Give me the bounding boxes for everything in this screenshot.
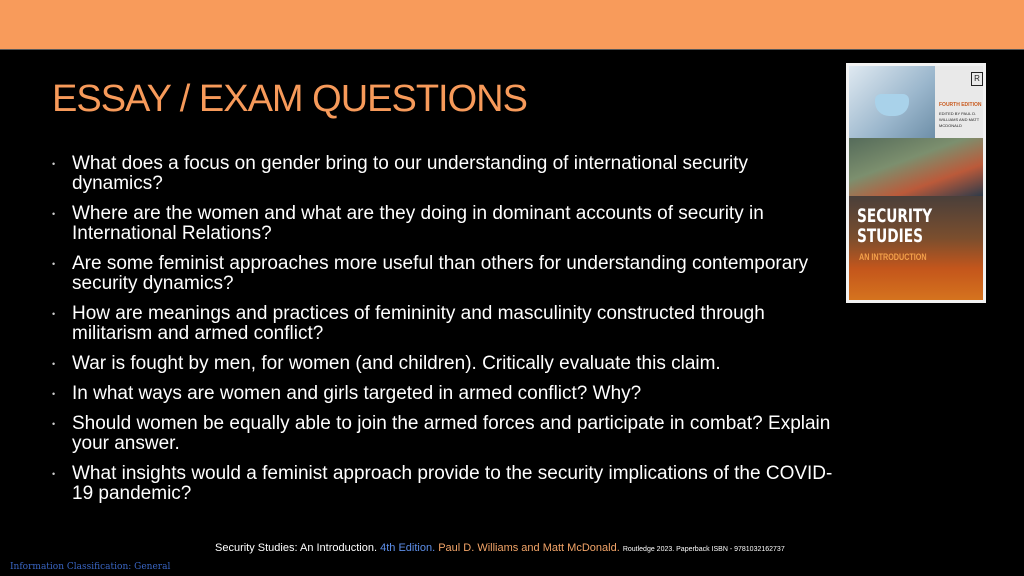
question-list [52,154,952,514]
cover-photo-masked-person [849,66,935,138]
face-mask-shape [875,94,909,116]
cover-title-line: SECURITY [857,205,933,227]
cover-title-line: STUDIES [857,225,923,247]
question-item [52,254,952,294]
question-line: militarism and armed conflict? [72,323,324,344]
question-line: dynamics? [72,173,163,194]
question-line: What does a focus on gender bring to our understanding of international security [72,153,748,174]
question-line: Are some feminist approaches more useful than others for understanding contemporary [72,253,809,274]
question-line: What insights would a feminist approach provide to the security implications of the COVID- [72,463,833,484]
question-item [52,414,952,454]
cover-subtitle: AN INTRODUCTION [859,252,927,262]
bullet-icon: • [52,419,56,429]
classification-label: Information Classification: General [10,562,171,572]
citation-edition: 4th Edition. [380,542,439,554]
bullet-icon: • [52,389,56,399]
question-item [52,304,952,344]
bullet-icon: • [52,209,56,219]
question-line: Where are the women and what are they doing in dominant accounts of security in [72,203,764,224]
publisher-logo-icon: R [971,72,983,86]
cover-title [857,206,932,246]
citation-book: Security Studies: An Introduction. [215,542,381,554]
book-cover-image [846,63,986,303]
bullet-icon: • [52,469,56,479]
bullet-icon: • [52,309,56,319]
cover-header-panel [935,66,983,138]
book-citation [215,542,785,554]
question-line: In what ways are women and girls targeted in armed conflict? Why? [72,383,642,404]
citation-authors: Paul D. Williams and Matt McDonald. [438,542,623,554]
question-item [52,154,952,194]
question-item [52,204,952,244]
citation-publication: Routledge 2023. Paperback ISBN - 9781032162737 [622,546,785,553]
question-line: How are meanings and practices of femininity and masculinity constructed through [72,303,765,324]
cover-edition: FOURTH EDITION [939,102,982,108]
slide-title: ESSAY / EXAM QUESTIONS [52,78,527,120]
bullet-icon: • [52,259,56,269]
cover-photo-flags [849,138,983,196]
bullet-icon: • [52,159,56,169]
question-line: War is fought by men, for women (and children). Critically evaluate this claim. [72,353,721,374]
bullet-icon: • [52,359,56,369]
cover-editors: EDITED BY PAUL D. WILLIAMS AND MATT MCDONALD [939,111,980,128]
question-item [52,354,952,374]
question-line: 19 pandemic? [72,483,192,504]
question-item [52,464,952,504]
question-item [52,384,952,404]
question-line: Should women be equally able to join the armed forces and participate in combat? Explain [72,413,831,434]
question-line: your answer. [72,433,180,454]
question-line: International Relations? [72,223,272,244]
top-accent-bar [0,0,1024,50]
question-line: security dynamics? [72,273,234,294]
